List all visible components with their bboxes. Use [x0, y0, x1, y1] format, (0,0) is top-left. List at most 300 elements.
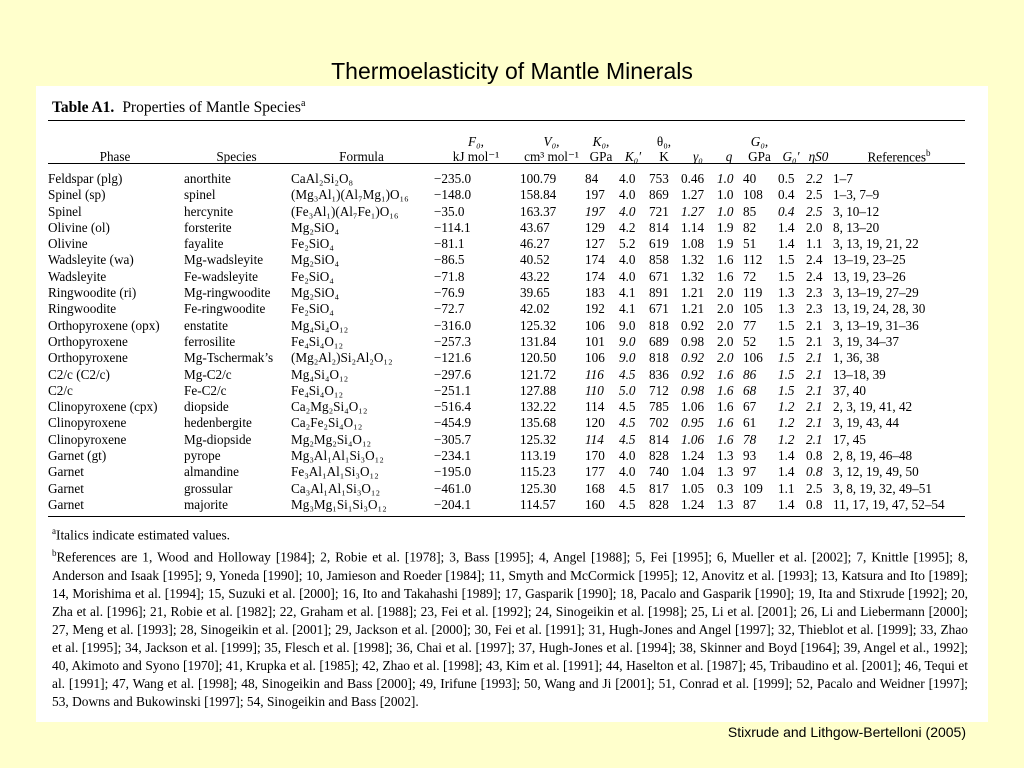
- cell-k0p: 5.2: [619, 236, 636, 252]
- cell-phase: Orthopyroxene (opx): [48, 317, 160, 333]
- cell-gamma: 1.21: [681, 301, 705, 317]
- cell-phase: Spinel (sp): [48, 187, 106, 203]
- cell-theta: 712: [649, 382, 669, 398]
- cell-gamma: 1.14: [681, 219, 705, 235]
- cell-theta: 740: [649, 464, 669, 480]
- cell-g0: 119: [743, 285, 763, 301]
- cell-k0p: 4.0: [619, 268, 636, 284]
- cell-species: hercynite: [184, 203, 234, 219]
- cell-k0: 120: [585, 415, 605, 431]
- cell-k0p: 4.0: [619, 448, 636, 464]
- cell-eta: 0.8: [806, 464, 823, 480]
- cell-refs: 3, 19, 34–37: [833, 333, 899, 349]
- cell-g0: 52: [743, 333, 757, 349]
- cell-refs: 13–19, 23–25: [833, 252, 906, 268]
- cell-g0p: 1.5: [778, 382, 795, 398]
- cell-refs: 3, 13, 19, 21, 22: [833, 236, 919, 252]
- cell-f0: −305.7: [434, 431, 472, 447]
- cell-formula: (Mg₂Al₂)Si₂Al₂O₁₂: [291, 350, 393, 366]
- table-row: [46, 448, 965, 464]
- cell-refs: 3, 12, 19, 49, 50: [833, 464, 919, 480]
- cell-formula: Fe₄Si₄O₁₂: [291, 382, 344, 398]
- cell-phase: Clinopyroxene (cpx): [48, 399, 158, 415]
- cell-theta: 828: [649, 496, 669, 512]
- cell-species: grossular: [184, 480, 233, 496]
- header-f0: F₀, kJ mol⁻¹: [452, 134, 500, 164]
- cell-formula: Fe₂SiO₄: [291, 301, 334, 317]
- cell-g0p: 1.3: [778, 301, 795, 317]
- cell-phase: C2/c (C2/c): [48, 366, 110, 382]
- cell-eta: 1.1: [806, 236, 823, 252]
- header-formula: Formula: [339, 149, 384, 164]
- cell-phase: Garnet: [48, 480, 84, 496]
- table-image-panel: [36, 86, 988, 722]
- cell-theta: 814: [649, 219, 669, 235]
- table-bottom-rule: [48, 516, 965, 517]
- cell-gamma: 1.32: [681, 268, 705, 284]
- cell-v0: 43.22: [520, 268, 550, 284]
- cell-g0: 93: [743, 448, 757, 464]
- cell-k0p: 4.1: [619, 301, 636, 317]
- cell-g0p: 1.4: [778, 464, 795, 480]
- cell-gamma: 0.46: [681, 171, 705, 186]
- cell-phase: Garnet: [48, 496, 84, 512]
- table-header-row: [46, 128, 965, 164]
- cell-theta: 671: [649, 301, 669, 317]
- cell-v0: 125.30: [520, 480, 557, 496]
- cell-q: 1.9: [717, 236, 734, 252]
- cell-k0: 129: [585, 219, 605, 235]
- cell-theta: 818: [649, 350, 669, 366]
- cell-g0: 82: [743, 219, 757, 235]
- cell-formula: Mg₂SiO₄: [291, 252, 340, 268]
- cell-k0: 168: [585, 480, 605, 496]
- table-top-rule: [48, 120, 965, 121]
- cell-g0: 68: [743, 382, 757, 398]
- cell-g0p: 1.2: [778, 431, 795, 447]
- cell-phase: Ringwoodite (ri): [48, 285, 137, 301]
- cell-eta: 0.8: [806, 496, 823, 512]
- table-row: [46, 318, 965, 334]
- cell-v0: 46.27: [520, 236, 550, 252]
- cell-v0: 115.23: [520, 464, 556, 480]
- cell-formula: CaAl₂Si₂O₈: [291, 171, 354, 186]
- header-references: References$^b$: [867, 147, 931, 164]
- cell-gamma: 1.06: [681, 399, 705, 415]
- cell-theta: 702: [649, 415, 669, 431]
- cell-f0: −454.9: [434, 415, 472, 431]
- cell-gamma: 1.27: [681, 203, 705, 219]
- cell-q: 1.9: [717, 219, 734, 235]
- cell-g0: 78: [743, 431, 757, 447]
- cell-eta: 2.4: [806, 252, 823, 268]
- cell-k0: 106: [585, 350, 605, 366]
- cell-gamma: 1.08: [681, 236, 705, 252]
- cell-q: 2.0: [717, 317, 734, 333]
- cell-q: 2.0: [717, 333, 734, 349]
- cell-q: 1.6: [717, 366, 734, 382]
- cell-q: 0.3: [717, 480, 734, 496]
- cell-v0: 113.19: [520, 448, 556, 464]
- cell-k0p: 4.1: [619, 285, 636, 301]
- table-row: [46, 415, 965, 431]
- cell-theta: 619: [649, 236, 669, 252]
- cell-k0p: 4.5: [619, 366, 636, 382]
- cell-q: 1.6: [717, 382, 734, 398]
- cell-g0: 72: [743, 268, 757, 284]
- cell-refs: 17, 45: [833, 431, 866, 447]
- cell-theta: 869: [649, 187, 669, 203]
- cell-k0p: 4.5: [619, 415, 636, 431]
- cell-g0p: 1.5: [778, 366, 795, 382]
- table-body: [46, 164, 965, 513]
- cell-eta: 0.8: [806, 448, 823, 464]
- cell-f0: −204.1: [434, 496, 472, 512]
- cell-g0p: 1.5: [778, 268, 795, 284]
- cell-k0p: 4.5: [619, 399, 636, 415]
- cell-species: diopside: [184, 399, 229, 415]
- cell-eta: 2.1: [806, 415, 823, 431]
- cell-f0: −114.1: [434, 219, 471, 235]
- table-label: Table A1.: [52, 99, 115, 117]
- cell-phase: Clinopyroxene: [48, 415, 127, 431]
- cell-k0: 116: [585, 366, 604, 382]
- cell-g0: 87: [743, 496, 757, 512]
- cell-species: enstatite: [184, 317, 228, 333]
- cell-k0p: 5.0: [619, 382, 636, 398]
- cell-species: Mg-diopside: [184, 431, 252, 447]
- cell-gamma: 0.95: [681, 415, 705, 431]
- cell-formula: Fe₂SiO₄: [291, 236, 334, 252]
- cell-v0: 40.52: [520, 252, 550, 268]
- cell-species: Fe-C2/c: [184, 382, 227, 398]
- cell-phase: Wadsleyite (wa): [48, 252, 134, 268]
- footnote-a: $^a$Italics indicate estimated values.: [52, 526, 231, 543]
- cell-q: 1.0: [717, 171, 734, 186]
- cell-v0: 158.84: [520, 187, 557, 203]
- cell-k0p: 4.5: [619, 431, 636, 447]
- cell-q: 1.6: [717, 268, 734, 284]
- cell-formula: Mg₃Al₁Al₁Si₃O₁₂: [291, 448, 384, 464]
- cell-g0p: 0.4: [778, 187, 795, 203]
- cell-k0: 192: [585, 301, 605, 317]
- table-caption-text: Properties of Mantle Species: [122, 99, 301, 117]
- cell-q: 1.0: [717, 187, 734, 203]
- cell-eta: 2.1: [806, 350, 823, 366]
- cell-phase: Ringwoodite: [48, 301, 117, 317]
- cell-g0p: 1.4: [778, 448, 795, 464]
- header-theta0: θ₀, K: [656, 134, 672, 164]
- cell-f0: −297.6: [434, 366, 472, 382]
- cell-eta: 2.3: [806, 285, 823, 301]
- cell-k0: 177: [585, 464, 605, 480]
- cell-g0: 108: [743, 187, 763, 203]
- cell-theta: 818: [649, 317, 669, 333]
- cell-theta: 828: [649, 448, 669, 464]
- cell-gamma: 0.92: [681, 350, 705, 366]
- cell-formula: Fe₃Al₁Al₁Si₃O₁₂: [291, 464, 379, 480]
- cell-k0: 170: [585, 448, 605, 464]
- cell-refs: 3, 13–19, 27–29: [833, 285, 919, 301]
- table-row: [46, 464, 965, 480]
- cell-phase: Garnet (gt): [48, 448, 107, 464]
- cell-species: pyrope: [184, 448, 221, 464]
- cell-k0p: 4.0: [619, 464, 636, 480]
- cell-k0p: 4.5: [619, 496, 636, 512]
- cell-gamma: 1.24: [681, 448, 705, 464]
- cell-species: Mg-ringwoodite: [184, 285, 271, 301]
- cell-refs: 1, 36, 38: [833, 350, 880, 366]
- cell-f0: −516.4: [434, 399, 472, 415]
- cell-phase: Feldspar (plg): [48, 171, 123, 186]
- header-eta-s0: ηS0: [808, 149, 829, 164]
- footnote-b: $^b$References are 1, Wood and Holloway [1984]; 2, Robie et al. [1978]; 3, Bass [1995]; 4, Angel [1988]; 5, Fei [1995]; 6, Mueller et al. [2002]; 7, Knittle [1995]; 8, Anderson and Isaak [1995]; 9, Yoneda [1990]; 10, Jamieson and Roeder [1984]; 11, Smyth and McCormick [1995]; 12, Anovitz et al. [1993]; 13, Katsura and Ito [1989]; 14, Morishima et al. [1994]; 15, Suzuki et al. [2000]; 16, Ito and Takahashi [1989]; 17, Gasparik [1990]; 18, Pacalo and Gasparik [1990]; 19, Ita and Stixrude [1992]; 20, Zha et al. [1996]; 21, Robie et al. [1982]; 22, Graham et al. [1988]; 23, Fei et al. [1992]; 24, Sinogeikin et al. [1998]; 25, Li et al. [2001]; 26, Li and Liebermann [2000]; 27, Meng et al. [1993]; 28, Sinogeikin et al. [2001]; 29, Jackson et al. [2000]; 30, Fei et al. [1991]; 31, Hugh-Jones and Angel [1997]; 32, Thieblot et al. [1999]; 33, Zhao et al. [1995]; 34, Jackson et al. [1999]; 35, Flesch et al. [1998]; 36, Chai et al. [1997]; 37, Hugh-Jones et al. [1994]; 38, Skinner and Boyd [1964]; 39, Angel et al., 1992]; 40, Akimoto and Syono [1970]; 41, Krupka et al. [1985]; 42, Zhao et al. [1998]; 43, Kim et al. [1991]; 44, Haselton et al. [1987]; 45, Tribaudino et al. [2001]; 46, Tequi et al. [1991]; 47, Wang et al. [1998]; 48, Sinogeikin and Bass [2000]; 49, Irifune [1993]; 50, Wang and Ji [2001]; 51, Conrad et al. [1999]; 52, Pacalo and Weidner [1997]; 53, Downs and Bukowinski [1997]; 54, Sinogeikin and Bass [2002].: [52, 548, 968, 709]
- cell-f0: −71.8: [434, 268, 465, 284]
- cell-f0: −316.0: [434, 317, 472, 333]
- cell-v0: 120.50: [520, 350, 557, 366]
- cell-formula: Ca₃Al₁Al₁Si₃O₁₂: [291, 480, 381, 496]
- table-row: [46, 220, 965, 236]
- cell-theta: 836: [649, 366, 669, 382]
- cell-formula: Fe₄Si₄O₁₂: [291, 333, 344, 349]
- table-row: [46, 285, 965, 301]
- table-row: [46, 481, 965, 497]
- cell-eta: 2.3: [806, 301, 823, 317]
- header-g0: G₀, GPa: [748, 134, 771, 164]
- cell-eta: 2.5: [806, 480, 823, 496]
- cell-formula: Ca₂Mg₂Si₄O₁₂: [291, 399, 368, 415]
- cell-phase: Clinopyroxene: [48, 431, 127, 447]
- cell-refs: 2, 8, 19, 46–48: [833, 448, 913, 464]
- cell-species: Fe-wadsleyite: [184, 268, 258, 284]
- cell-q: 1.3: [717, 496, 734, 512]
- cell-g0p: 0.4: [778, 203, 795, 219]
- cell-k0: 114: [585, 399, 605, 415]
- cell-g0p: 1.4: [778, 219, 795, 235]
- cell-f0: −121.6: [434, 350, 472, 366]
- cell-f0: −86.5: [434, 252, 465, 268]
- header-q: q: [725, 149, 733, 164]
- cell-v0: 125.32: [520, 317, 557, 333]
- slide-title: Thermoelasticity of Mantle Minerals: [331, 58, 693, 84]
- table-row: [46, 383, 965, 399]
- cell-g0p: 1.2: [778, 399, 795, 415]
- cell-formula: Mg₃Mg₁Si₁Si₃O₁₂: [291, 496, 387, 512]
- cell-q: 1.6: [717, 431, 734, 447]
- cell-f0: −461.0: [434, 480, 472, 496]
- cell-gamma: 1.24: [681, 496, 705, 512]
- cell-k0p: 4.0: [619, 203, 636, 219]
- cell-f0: −251.1: [434, 382, 472, 398]
- table-row: [46, 399, 965, 415]
- cell-g0: 112: [743, 252, 763, 268]
- cell-eta: 2.1: [806, 333, 823, 349]
- cell-g0p: 1.2: [778, 415, 795, 431]
- cell-gamma: 1.21: [681, 285, 705, 301]
- cell-refs: 13, 19, 24, 28, 30: [833, 301, 926, 317]
- cell-theta: 689: [649, 333, 669, 349]
- cell-phase: Orthopyroxene: [48, 350, 128, 366]
- cell-g0p: 1.1: [778, 480, 795, 496]
- header-phase: Phase: [99, 149, 131, 164]
- cell-theta: 858: [649, 252, 669, 268]
- table-row: [46, 350, 965, 366]
- cell-refs: 1–3, 7–9: [833, 187, 880, 203]
- cell-species: majorite: [184, 496, 228, 512]
- cell-v0: 39.65: [520, 285, 550, 301]
- cell-q: 1.0: [717, 203, 734, 219]
- table-row: [46, 497, 965, 513]
- caption-footnote-mark: a: [300, 98, 306, 109]
- table-footnotes: [52, 522, 968, 711]
- cell-k0p: 4.0: [619, 187, 636, 203]
- cell-q: 1.6: [717, 399, 734, 415]
- cell-phase: Wadsleyite: [48, 268, 107, 284]
- footnote-a-mark: a: [52, 526, 56, 536]
- cell-species: Mg-wadsleyite: [184, 252, 264, 268]
- cell-g0p: 1.5: [778, 317, 795, 333]
- table-row: [46, 334, 965, 350]
- cell-k0p: 9.0: [619, 350, 636, 366]
- cell-theta: 721: [649, 203, 669, 219]
- cell-gamma: 1.05: [681, 480, 705, 496]
- table-row: [46, 252, 965, 268]
- cell-species: fayalite: [184, 236, 224, 252]
- cell-k0: 101: [585, 333, 605, 349]
- cell-formula: Mg₂SiO₄: [291, 219, 340, 235]
- cell-eta: 2.1: [806, 366, 823, 382]
- table-row: [46, 432, 965, 448]
- cell-gamma: 1.32: [681, 252, 705, 268]
- cell-k0: 174: [585, 268, 605, 284]
- header-k0: K₀, GPa: [589, 134, 613, 164]
- cell-refs: 1–7: [833, 171, 853, 186]
- cell-species: spinel: [184, 187, 216, 203]
- cell-q: 1.3: [717, 448, 734, 464]
- cell-k0: 84: [585, 171, 599, 186]
- table-caption: [52, 98, 305, 117]
- cell-g0: 105: [743, 301, 763, 317]
- cell-refs: 3, 19, 43, 44: [833, 415, 899, 431]
- cell-g0: 86: [743, 366, 757, 382]
- cell-refs: 13, 19, 23–26: [833, 268, 906, 284]
- mantle-species-table: [46, 128, 965, 513]
- cell-species: Mg-C2/c: [184, 366, 232, 382]
- cell-formula: (Mg₃Al₁)(Al₇Mg₁)O₁₆: [291, 187, 409, 203]
- cell-k0p: 4.2: [619, 219, 636, 235]
- table-row: [46, 269, 965, 285]
- cell-phase: C2/c: [48, 382, 73, 398]
- cell-eta: 2.1: [806, 399, 823, 415]
- cell-k0p: 4.0: [619, 252, 636, 268]
- cell-phase: Olivine: [48, 236, 88, 252]
- cell-g0: 67: [743, 399, 757, 415]
- header-gamma0: γ₀: [693, 149, 703, 164]
- cell-gamma: 0.98: [681, 333, 705, 349]
- cell-refs: 8, 13–20: [833, 219, 880, 235]
- cell-g0: 106: [743, 350, 763, 366]
- cell-q: 1.6: [717, 252, 734, 268]
- cell-v0: 121.72: [520, 366, 557, 382]
- cell-species: almandine: [184, 464, 239, 480]
- cell-gamma: 0.92: [681, 317, 705, 333]
- cell-v0: 132.22: [520, 399, 557, 415]
- cell-f0: −148.0: [434, 187, 472, 203]
- cell-species: Mg-Tschermak’s: [184, 350, 274, 366]
- cell-k0p: 9.0: [619, 317, 636, 333]
- cell-v0: 43.67: [520, 219, 550, 235]
- cell-g0: 77: [743, 317, 757, 333]
- cell-g0: 109: [743, 480, 763, 496]
- cell-q: 2.0: [717, 301, 734, 317]
- footnote-b-mark: b: [52, 548, 57, 559]
- cell-f0: −81.1: [434, 236, 465, 252]
- cell-refs: 2, 3, 19, 41, 42: [833, 399, 913, 415]
- cell-phase: Orthopyroxene: [48, 333, 128, 349]
- cell-formula: Mg₄Si₄O₁₂: [291, 366, 349, 382]
- cell-eta: 2.1: [806, 382, 823, 398]
- cell-eta: 2.2: [806, 171, 823, 186]
- cell-formula: Mg₂SiO₄: [291, 285, 340, 301]
- cell-k0: 106: [585, 317, 605, 333]
- cell-k0: 127: [585, 236, 605, 252]
- cell-v0: 125.32: [520, 431, 557, 447]
- cell-phase: Olivine (ol): [48, 219, 110, 235]
- source-credit: Stixrude and Lithgow-Bertelloni (2005): [727, 724, 966, 740]
- cell-formula: Ca₂Fe₂Si₄O₁₂: [291, 415, 363, 431]
- cell-theta: 671: [649, 268, 669, 284]
- cell-v0: 42.02: [520, 301, 550, 317]
- cell-gamma: 1.06: [681, 431, 705, 447]
- cell-eta: 2.4: [806, 268, 823, 284]
- cell-k0: 183: [585, 285, 605, 301]
- cell-v0: 100.79: [520, 171, 557, 186]
- cell-gamma: 1.27: [681, 187, 705, 203]
- cell-k0: 197: [585, 203, 605, 219]
- table-row: [46, 164, 965, 187]
- cell-k0: 110: [585, 382, 604, 398]
- table-row: [46, 301, 965, 317]
- cell-refs: 13–18, 39: [833, 366, 886, 382]
- header-v0: V₀, cm³ mol⁻¹: [524, 134, 579, 164]
- cell-eta: 2.5: [806, 187, 823, 203]
- cell-phase: Spinel: [48, 203, 82, 219]
- cell-refs: 3, 13–19, 31–36: [833, 317, 919, 333]
- cell-v0: 127.88: [520, 382, 557, 398]
- cell-q: 2.0: [717, 285, 734, 301]
- cell-refs: 37, 40: [833, 382, 866, 398]
- header-g0-prime: G₀′: [782, 149, 800, 164]
- cell-g0p: 1.4: [778, 236, 795, 252]
- cell-formula: Fe₂SiO₄: [291, 268, 334, 284]
- cell-q: 2.0: [717, 350, 734, 366]
- cell-gamma: 0.98: [681, 382, 705, 398]
- cell-g0: 85: [743, 203, 757, 219]
- table-row: [46, 367, 965, 383]
- cell-theta: 814: [649, 431, 669, 447]
- cell-gamma: 0.92: [681, 366, 705, 382]
- cell-gamma: 1.04: [681, 464, 705, 480]
- cell-g0p: 0.5: [778, 171, 795, 186]
- cell-g0p: 1.4: [778, 496, 795, 512]
- cell-refs: 3, 10–12: [833, 203, 880, 219]
- cell-eta: 2.5: [806, 203, 823, 219]
- cell-theta: 817: [649, 480, 669, 496]
- cell-k0p: 4.0: [619, 171, 636, 186]
- cell-f0: −76.9: [434, 285, 465, 301]
- cell-k0: 160: [585, 496, 605, 512]
- cell-formula: Mg₄Si₄O₁₂: [291, 317, 349, 333]
